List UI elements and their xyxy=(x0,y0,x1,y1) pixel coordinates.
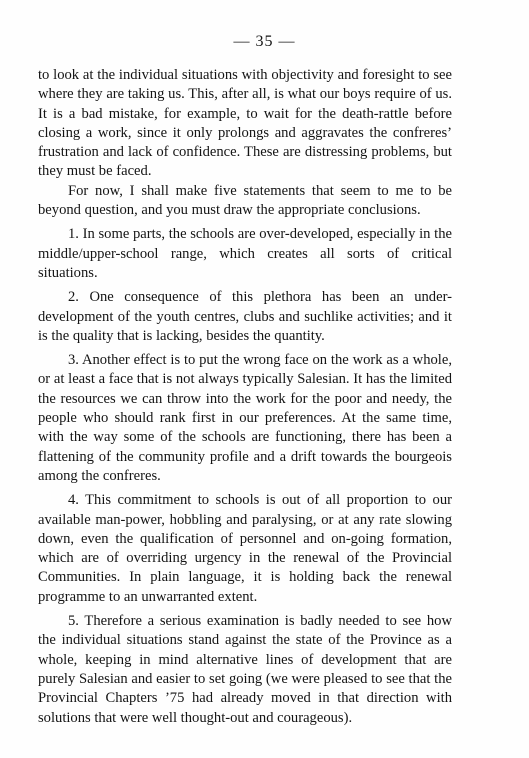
paragraph-statement-5: 5. Therefore a serious examination is badly needed to see how the individual situations stand against the state of the Province as a whole, keeping in mind alternative lines of development that are purely Salesian and easier to set going (we were pleased to see that the Provincial Chapters ’75 had already moved in that direction with solutions that were well thought-out and courageous). xyxy=(38,613,452,726)
body-text xyxy=(38,66,452,728)
paragraph-statement-4: 4. This commitment to schools is out of all proportion to our available man-power, hobbling and paralysing, or at any rate slowing down, even the qualification of personnel and on-going formation, which are of overriding urgency in the renewal of the Provincial Communities. In plain language, it is holding back the renewal programme to an unwarranted extent. xyxy=(38,492,452,605)
page-number: — 35 — xyxy=(233,33,296,50)
paragraph-statement-1: 1. In some parts, the schools are over-developed, especially in the middle/upper-school range, which creates all sorts of critical situations. xyxy=(38,226,452,281)
paragraph-intro: For now, I shall make five statements that seem to me to be beyond question, and you must draw the appropriate conclusions. xyxy=(38,182,452,219)
paragraph-statement-2: 2. One consequence of this plethora has been an under-development of the youth centres, clubs and suchlike activities; and it is the quality that is lacking, besides the quantity. xyxy=(38,289,452,344)
paragraph-statement-3: 3. Another effect is to put the wrong face on the work as a whole, or at least a face that is not always typically Salesian. It has the limited the resources we can throw into the work for the poor and needy, the people who should rank first in our preferences. At the same time, with the way some of the schools are functioning, there has been a flattening of the community profile and a drift towards the bourgeois among the confreres. xyxy=(38,352,452,484)
paragraph-continuation: to look at the individual situations with objectivity and foresight to see where they are taking us. This, after all, is what our boys require of us. It is a bad mistake, for example, to wait for the death-rattle before closing a work, since it only prolongs and aggravates the confreres’ frustration and lack of confidence. These are distressing problems, but they must be faced. xyxy=(38,67,452,180)
